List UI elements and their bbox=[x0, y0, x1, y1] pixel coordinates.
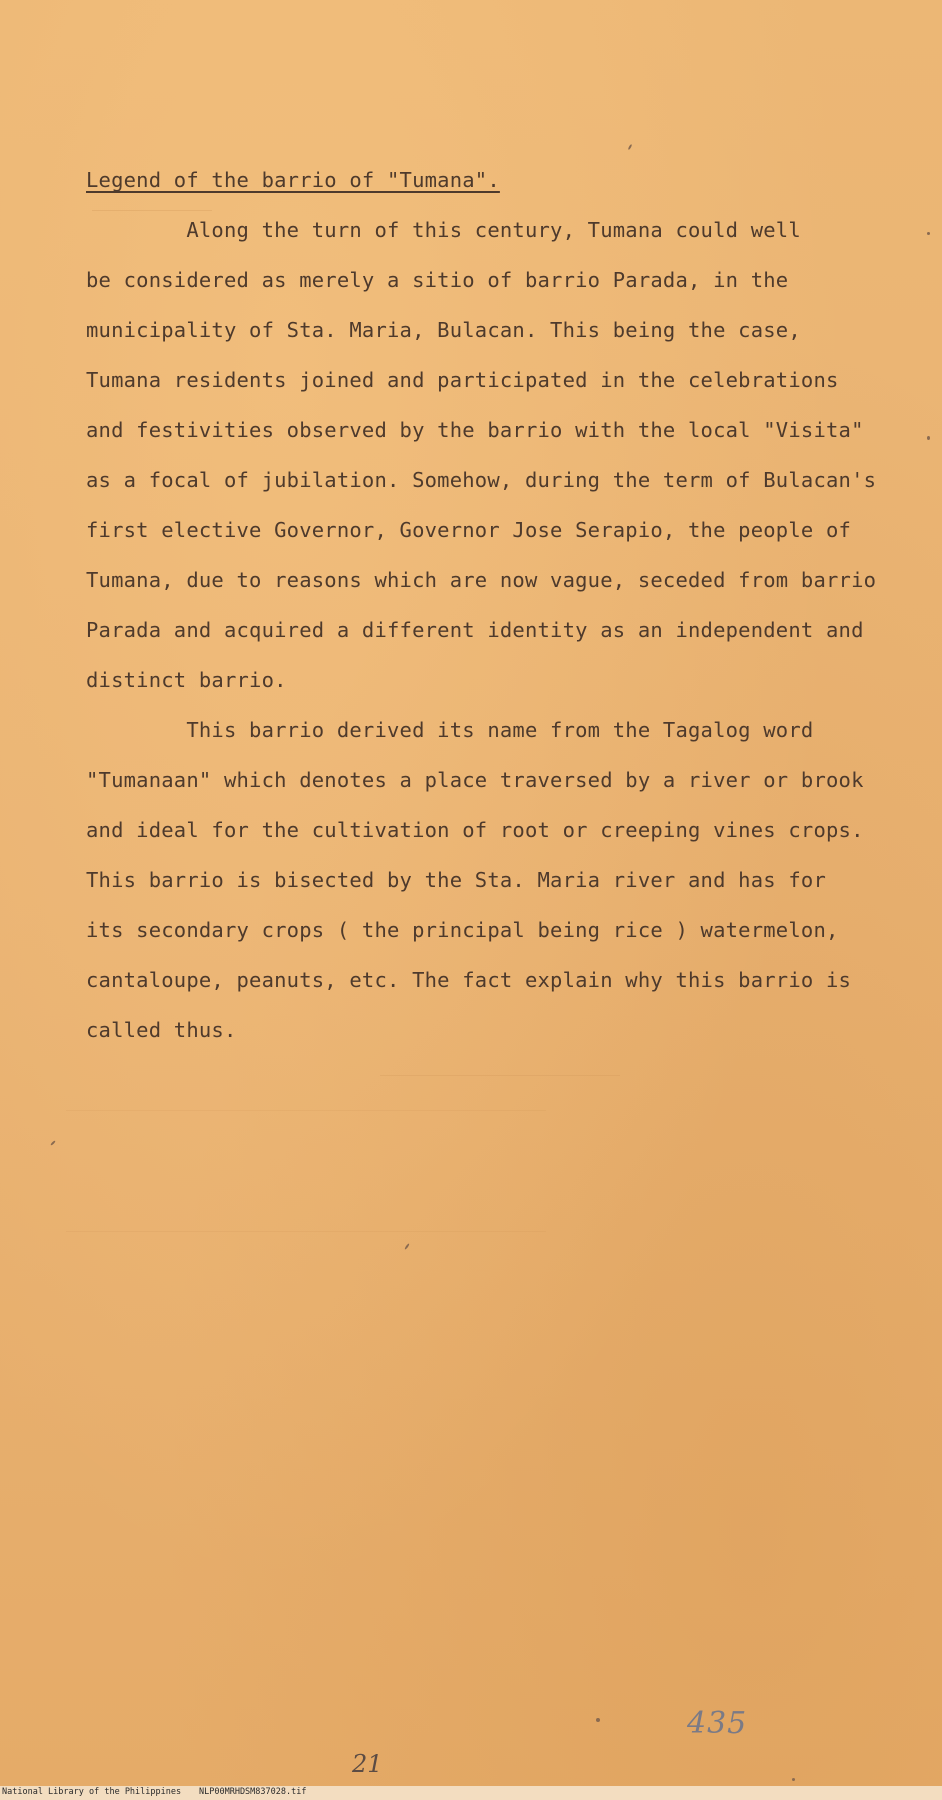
paragraph-2-line: its secondary crops ( the principal being rice ) watermelon, bbox=[86, 918, 839, 942]
paragraph-1-line: distinct barrio. bbox=[86, 668, 287, 692]
handwritten-page-number: 435 bbox=[687, 1706, 748, 1741]
paper-speck bbox=[792, 1778, 795, 1781]
handwritten-folio-number: 21 bbox=[352, 1750, 383, 1778]
paragraph-1-line: as a focal of jubilation. Somehow, during the term of Bulacan's bbox=[86, 468, 877, 492]
paragraph-2-line: cantaloupe, peanuts, etc. The fact explain why this barrio is bbox=[86, 968, 852, 992]
paragraph-1-line: Along the turn of this century, Tumana could well bbox=[86, 218, 801, 242]
paragraph-1-line: be considered as merely a sitio of barrio Parada, in the bbox=[86, 268, 789, 292]
paragraph-1-line: first elective Governor, Governor Jose Serapio, the people of bbox=[86, 518, 852, 542]
paragraph-2-line: "Tumanaan" which denotes a place traversed by a river or brook bbox=[86, 768, 864, 792]
paper-speck bbox=[596, 1718, 600, 1722]
paragraph-1-line: Tumana residents joined and participated in the celebrations bbox=[86, 368, 839, 392]
footer-file-name: NLP00MRHDSM837028.tif bbox=[199, 1787, 307, 1797]
paragraph-2-line: and ideal for the cultivation of root or creeping vines crops. bbox=[86, 818, 864, 842]
bleed-through-mark bbox=[66, 1110, 546, 1232]
paper-speck bbox=[628, 144, 633, 150]
paragraph-1-line: Tumana, due to reasons which are now vague, seceded from barrio bbox=[86, 568, 877, 592]
paragraph-2-line: called thus. bbox=[86, 1018, 237, 1042]
document-title: Legend of the barrio of "Tumana". bbox=[86, 168, 500, 192]
paper-speck bbox=[404, 1243, 410, 1250]
paragraph-1-line: municipality of Sta. Maria, Bulacan. This being the case, bbox=[86, 318, 801, 342]
footer-library-name: National Library of the Philippines bbox=[2, 1787, 182, 1797]
paragraph-1-line: Parada and acquired a different identity as an independent and bbox=[86, 618, 864, 642]
paragraph-2-line: This barrio is bisected by the Sta. Maria river and has for bbox=[86, 868, 826, 892]
paragraph-2-line: This barrio derived its name from the Tagalog word bbox=[86, 718, 814, 742]
paper-speck bbox=[927, 436, 930, 440]
paper-speck bbox=[50, 1140, 56, 1146]
bleed-through-mark bbox=[380, 1075, 620, 1096]
paper-speck bbox=[927, 232, 930, 235]
paragraph-1-line: and festivities observed by the barrio with the local "Visita" bbox=[86, 418, 864, 442]
